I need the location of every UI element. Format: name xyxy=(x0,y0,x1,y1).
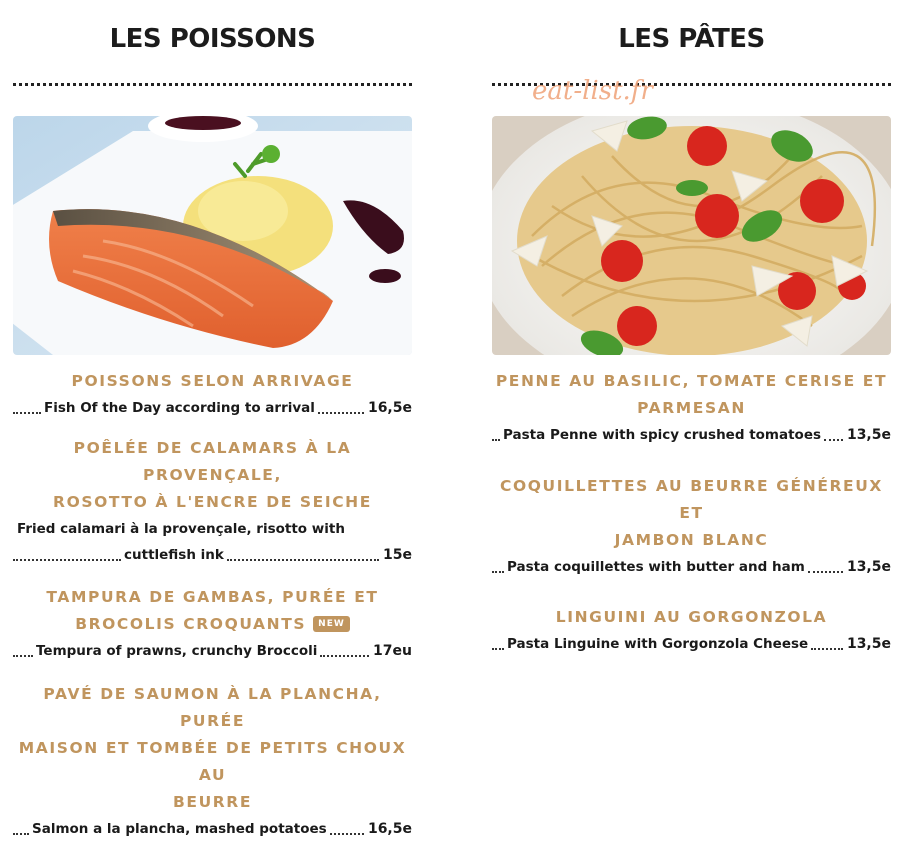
section-divider xyxy=(13,83,412,86)
leader-dots xyxy=(13,833,29,835)
item-price: 16,5e xyxy=(367,821,412,837)
item-price: 13,5e xyxy=(846,636,891,652)
leader-dots xyxy=(492,439,500,441)
leader-dots xyxy=(808,571,843,573)
item-description-row xyxy=(13,816,412,842)
salmon-photo xyxy=(13,116,412,355)
menu-item xyxy=(13,435,412,568)
leader-dots xyxy=(320,655,369,657)
item-description-row xyxy=(492,422,891,448)
item-price: 13,5e xyxy=(846,559,891,575)
pasta-photo xyxy=(492,116,891,355)
leader-dots xyxy=(13,655,33,657)
item-description: Pasta Linguine with Gorgonzola Cheese xyxy=(507,636,809,652)
item-price: 17eu xyxy=(373,643,412,659)
item-description-row xyxy=(13,638,412,664)
salmon-image xyxy=(13,116,412,355)
item-description-row xyxy=(492,554,891,580)
pasta-menu-items xyxy=(492,368,891,657)
item-description-row xyxy=(492,631,891,657)
fish-menu-items xyxy=(13,368,412,842)
item-price: 16,5e xyxy=(367,400,412,416)
item-name-line: JAMBON BLANC xyxy=(614,531,769,549)
item-description-row xyxy=(13,395,412,421)
leader-dots xyxy=(227,559,379,561)
item-description: Fried calamari à la provençale, risotto with xyxy=(17,521,345,537)
item-description: Tempura of prawns, crunchy Broccoli xyxy=(36,643,318,659)
item-name-line: MAISON ET TOMBÉE DE PETITS CHOUX AU xyxy=(18,739,407,784)
menu-item xyxy=(13,368,412,421)
leader-dots xyxy=(13,559,121,561)
item-name-line: PARMESAN xyxy=(637,399,746,417)
item-name-line: PENNE AU BASILIC, TOMATE CERISE ET xyxy=(495,372,888,390)
leader-dots xyxy=(330,833,364,835)
item-name-text: BROCOLIS CROQUANTS xyxy=(75,615,307,633)
leader-dots xyxy=(13,412,41,414)
item-description: Pasta coquillettes with butter and ham xyxy=(507,559,805,575)
leader-dots xyxy=(318,412,364,414)
item-description: Pasta Penne with spicy crushed tomatoes xyxy=(503,427,822,443)
item-name-line: PAVÉ DE SAUMON À LA PLANCHA, PURÉE xyxy=(43,685,382,730)
section-title-fish: LES POISSONS xyxy=(109,24,316,54)
menu-item xyxy=(13,681,412,842)
item-description-row xyxy=(13,542,412,568)
section-title-pasta: LES PÂTES xyxy=(618,24,765,54)
item-name: LINGUINI AU GORGONZOLA xyxy=(555,608,828,626)
item-name-line: BEURRE xyxy=(172,793,253,811)
menu-item xyxy=(492,368,891,448)
menu-item xyxy=(492,604,891,657)
item-description: cuttlefish ink xyxy=(124,547,224,563)
item-price: 13,5e xyxy=(846,427,891,443)
menu-item xyxy=(13,584,412,664)
leader-dots xyxy=(824,439,843,441)
item-description: Fish Of the Day according to arrival xyxy=(44,400,315,416)
new-badge: NEW xyxy=(313,616,350,632)
leader-dots xyxy=(492,571,504,573)
item-description: Salmon a la plancha, mashed potatoes xyxy=(32,821,327,837)
item-name: POISSONS SELON ARRIVAGE xyxy=(71,372,354,390)
item-name-line: TAMPURA DE GAMBAS, PURÉE ET xyxy=(46,588,379,606)
item-name-line: POÊLÉE DE CALAMARS À LA PROVENÇALE, xyxy=(73,439,352,484)
item-name-line: COQUILLETTES AU BEURRE GÉNÉREUX ET xyxy=(500,477,883,522)
item-price: 15e xyxy=(383,547,412,563)
site-watermark: eat-list.fr xyxy=(532,76,653,106)
leader-dots xyxy=(811,648,843,650)
menu-item xyxy=(492,473,891,580)
leader-dots xyxy=(492,648,504,650)
pasta-image xyxy=(492,116,891,355)
item-name-line: ROSOTTO À L'ENCRE DE SEICHE xyxy=(53,493,372,511)
item-name-line xyxy=(13,611,412,638)
